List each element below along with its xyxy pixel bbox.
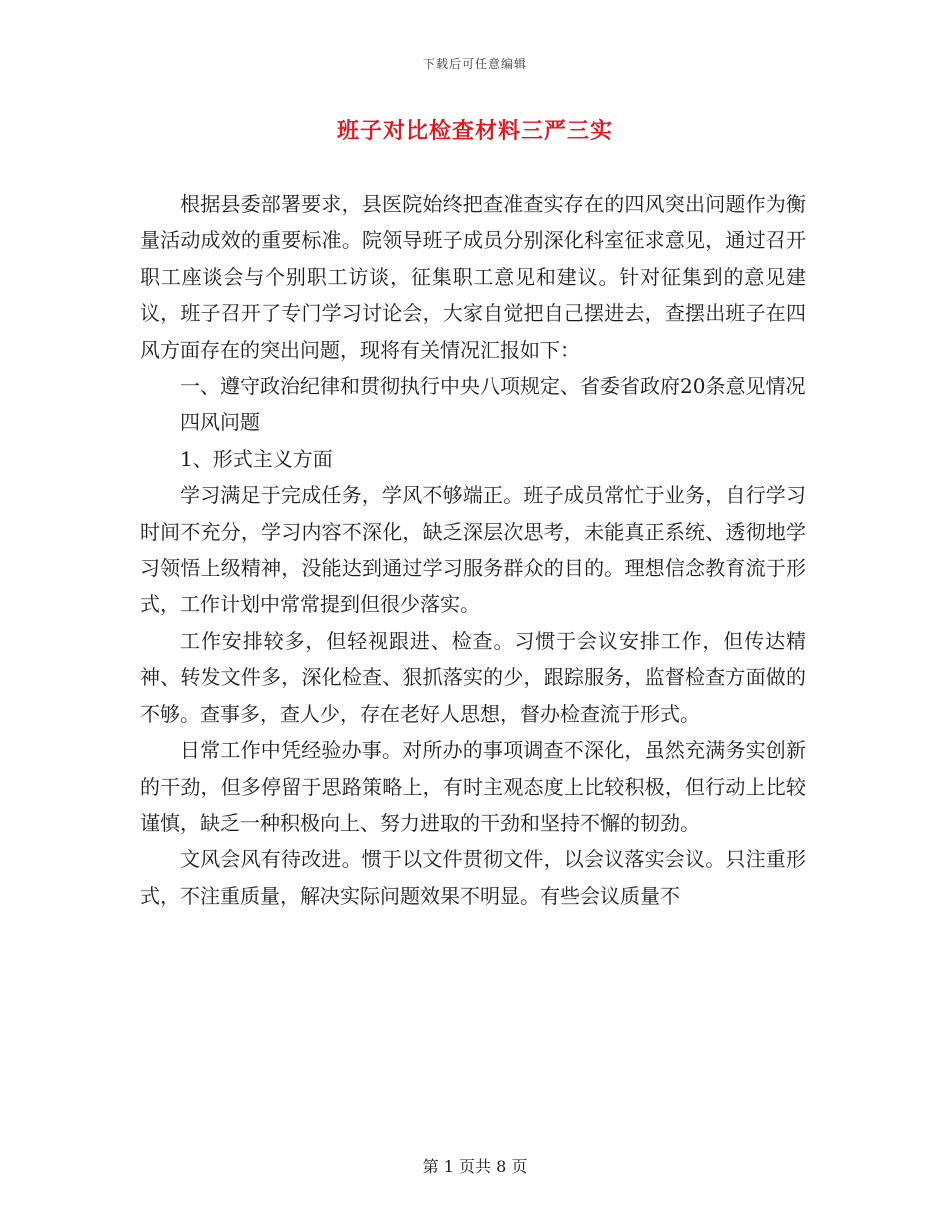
paragraph-study: 学习满足于完成任务，学风不够端正。班子成员常忙于业务，自行学习时间不充分，学习内容不深化，缺乏深层次思考，未能真正系统、透彻地学习领悟上级精神，没能达到通过学习服务群众的目的。理想信念教育流于形式，工作计划中常常提到但很少落实。 [140, 483, 806, 617]
paragraph-work-arrangement: 工作安排较多，但轻视跟进、检查。习惯于会议安排工作，但传达精神、转发文件多，深化检查、狠抓落实的少，跟踪服务，监督检查方面做的不够。查事多，查人少，存在老好人思想，督办检查流于形式。 [140, 628, 806, 726]
paragraph-subheading-sifeng: 四风问题 [180, 410, 260, 435]
paragraph-subheading-formalism: 1、形式主义方面 [180, 446, 333, 471]
paragraph-meeting-style: 文风会风有待改进。惯于以文件贯彻文件，以会议落实会议。只注重形式，不注重质量，解决实际问题效果不明显。有些会议质量不 [140, 847, 806, 908]
paragraph-daily-work: 日常工作中凭经验办事。对所办的事项调查不深化，虽然充满务实创新的干劲，但多停留于思路策略上，有时主观态度上比较积极，但行动上比较谨慎，缺乏一种积极向上、努力进取的干劲和坚持不懈的韧劲。 [140, 738, 806, 835]
document-title: 班子对比检查材料三严三实 [336, 118, 613, 144]
page-number: 第 1 页共 8 页 [422, 1157, 528, 1176]
header-note: 下载后可任意编辑 [422, 57, 527, 71]
document-body [140, 186, 806, 914]
paragraph-intro: 根据县委部署要求，县医院始终把查准查实存在的四风突出问题作为衡量活动成效的重要标准。院领导班子成员分别深化科室征求意见，通过召开职工座谈会与个别职工访谈，征集职工意见和建议。针对征集到的意见建议，班子召开了专门学习讨论会，大家自觉把自己摆进去，查摆出班子在四风方面存在的突出问题，现将有关情况汇报如下： [140, 192, 806, 362]
paragraph-section-heading: 一、遵守政治纪律和贯彻执行中央八项规定、省委省政府20条意见情况 [180, 374, 806, 399]
